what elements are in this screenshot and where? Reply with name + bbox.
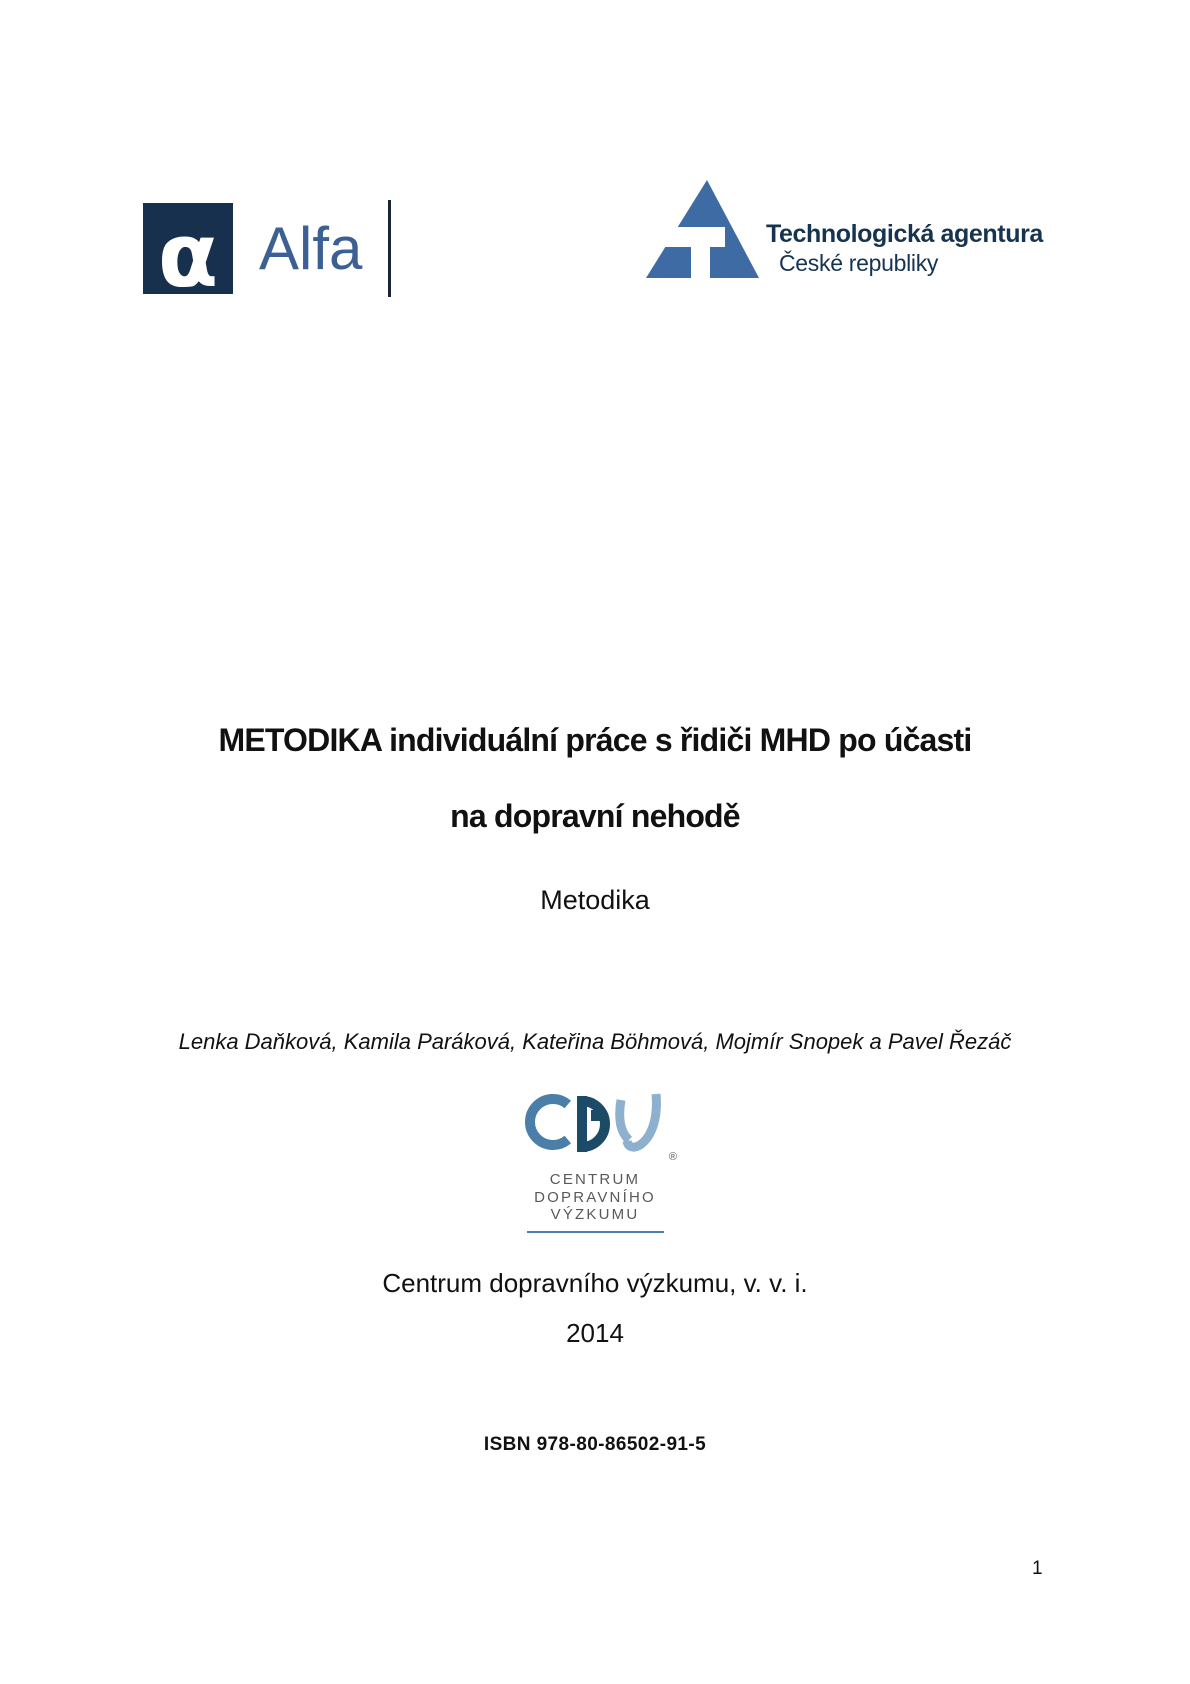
- cdv-underline: [527, 1231, 664, 1233]
- page-number: 1: [1032, 1558, 1043, 1579]
- cdv-logo-text: [534, 1171, 656, 1224]
- cdv-logo-mark: [525, 1090, 665, 1158]
- page-title-line2: na dopravní nehodě: [450, 798, 740, 834]
- cdv-text-line1: CENTRUM: [549, 1171, 641, 1188]
- alfa-logo: [143, 200, 391, 307]
- cdv-text-line2: DOPRAVNÍHO: [534, 1188, 656, 1206]
- alfa-logo-label: Alfa: [259, 215, 363, 282]
- document-subtitle: Metodika: [540, 885, 650, 915]
- alfa-logo-mark: [143, 203, 233, 307]
- tacr-triangle-icon: [645, 168, 761, 280]
- tacr-country-line: České republiky: [779, 250, 939, 276]
- tacr-logo: [645, 168, 1043, 280]
- cdv-logo: [525, 1090, 677, 1233]
- isbn-line: ISBN 978-80-86502-91-5: [483, 1434, 707, 1455]
- registered-trademark-icon: ®: [668, 1151, 677, 1163]
- tacr-name-line: Technologická agentura: [766, 220, 1043, 248]
- cdv-logo-mark-wrap: [525, 1090, 677, 1163]
- page-title: [0, 702, 1190, 854]
- publisher-line: Centrum dopravního výzkumu, v. v. i.: [382, 1268, 808, 1298]
- tacr-logo-text: [766, 220, 1043, 277]
- alfa-divider-line: [388, 200, 391, 297]
- alpha-glyph: α: [157, 203, 219, 307]
- year-line: 2014: [566, 1318, 624, 1348]
- page-title-line1: METODIKA individuální práce s řidiči MHD po účasti: [218, 722, 972, 758]
- authors-line: Lenka Daňková, Kamila Paráková, Kateřina Böhmová, Mojmír Snopek a Pavel Řezáč: [178, 1029, 1012, 1054]
- cdv-text-line3: VÝZKUMU: [550, 1206, 640, 1223]
